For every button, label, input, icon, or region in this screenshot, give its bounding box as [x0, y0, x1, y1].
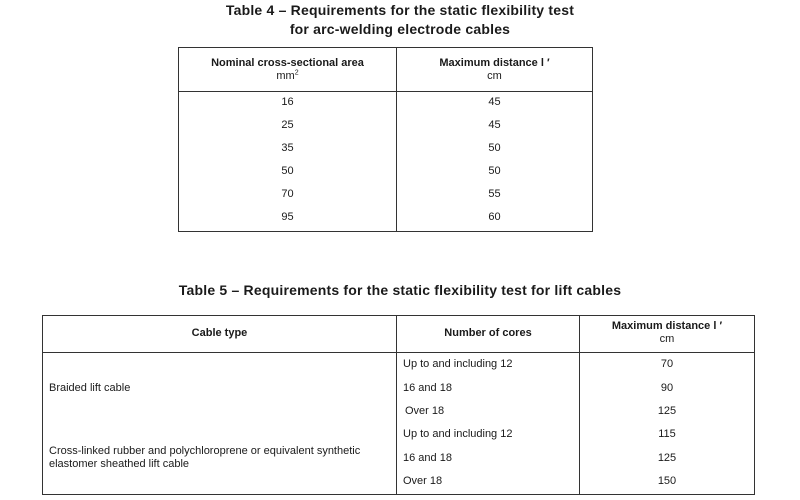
table5-header-distance-unit: cm	[659, 333, 675, 345]
distance-cell: 115	[658, 428, 676, 440]
table5-title: Table 5 – Requirements for the static flexibility test for lift cables	[178, 282, 622, 298]
distance-cell: 45	[488, 96, 501, 108]
table-row	[179, 114, 592, 137]
cable-type-cell: Braided lift cable	[49, 382, 131, 394]
distance-cell: 90	[660, 382, 674, 394]
table5-header-cable-type	[43, 327, 396, 340]
distance-cell: 60	[488, 211, 501, 223]
table4-header-area-unit	[179, 70, 396, 83]
area-cell: 70	[281, 188, 294, 200]
table5	[42, 315, 755, 495]
cable-type-cell: Cross-linked rubber and polychloroprene or equivalent synthetic elastomer sheathed lift cable	[49, 445, 361, 470]
table4-unit-base: mm	[276, 70, 295, 82]
table5-header-cable-type-label: Cable type	[191, 327, 248, 339]
area-cell: 25	[281, 119, 294, 131]
table-row	[179, 160, 592, 183]
table4-header-distance	[397, 57, 592, 83]
distance-cell: 150	[657, 475, 677, 487]
table4-title-line2: for arc-welding electrode cables	[289, 21, 511, 37]
cores-cell: 16 and 18	[403, 452, 452, 464]
table4-title-line1: Table 4 – Requirements for the static flexibility test	[225, 2, 575, 18]
cores-cell: Up to and including 12	[403, 428, 513, 440]
table5-header-distance-label: Maximum distance l ′	[611, 320, 723, 332]
table-row	[179, 91, 592, 114]
table5-header-distance	[580, 320, 754, 346]
distance-cell: 50	[488, 165, 501, 177]
cores-cell: Up to and including 12	[403, 358, 513, 370]
table-row	[179, 206, 592, 229]
distance-cell: 125	[657, 405, 677, 417]
table5-header-cores	[397, 327, 579, 340]
table4-header-area	[179, 57, 396, 83]
table4-header-area-label: Nominal cross-sectional area	[211, 57, 364, 69]
area-cell: 95	[281, 211, 294, 223]
distance-cell: 50	[488, 142, 501, 154]
table4-title	[0, 1, 800, 39]
table4-header-distance-unit: cm	[487, 70, 502, 82]
area-cell: 50	[281, 165, 294, 177]
distance-cell: 55	[488, 188, 501, 200]
table-row	[179, 137, 592, 160]
area-cell: 16	[281, 96, 294, 108]
distance-cell: 45	[488, 119, 501, 131]
table5-column-divider	[396, 316, 397, 494]
cores-cell: Over 18	[405, 405, 445, 417]
table5-header-cores-label: Number of cores	[444, 327, 532, 339]
table4	[178, 47, 593, 232]
cores-cell: 16 and 18	[403, 382, 452, 394]
distance-cell: 70	[660, 358, 674, 370]
table5-header-divider	[43, 352, 754, 353]
table4-header-distance-label: Maximum distance l ′	[439, 57, 550, 69]
area-cell: 35	[281, 142, 294, 154]
distance-cell: 125	[657, 452, 677, 464]
cores-cell: Over 18	[403, 475, 443, 487]
table4-unit-exponent: 2	[294, 69, 299, 77]
table-row	[179, 183, 592, 206]
